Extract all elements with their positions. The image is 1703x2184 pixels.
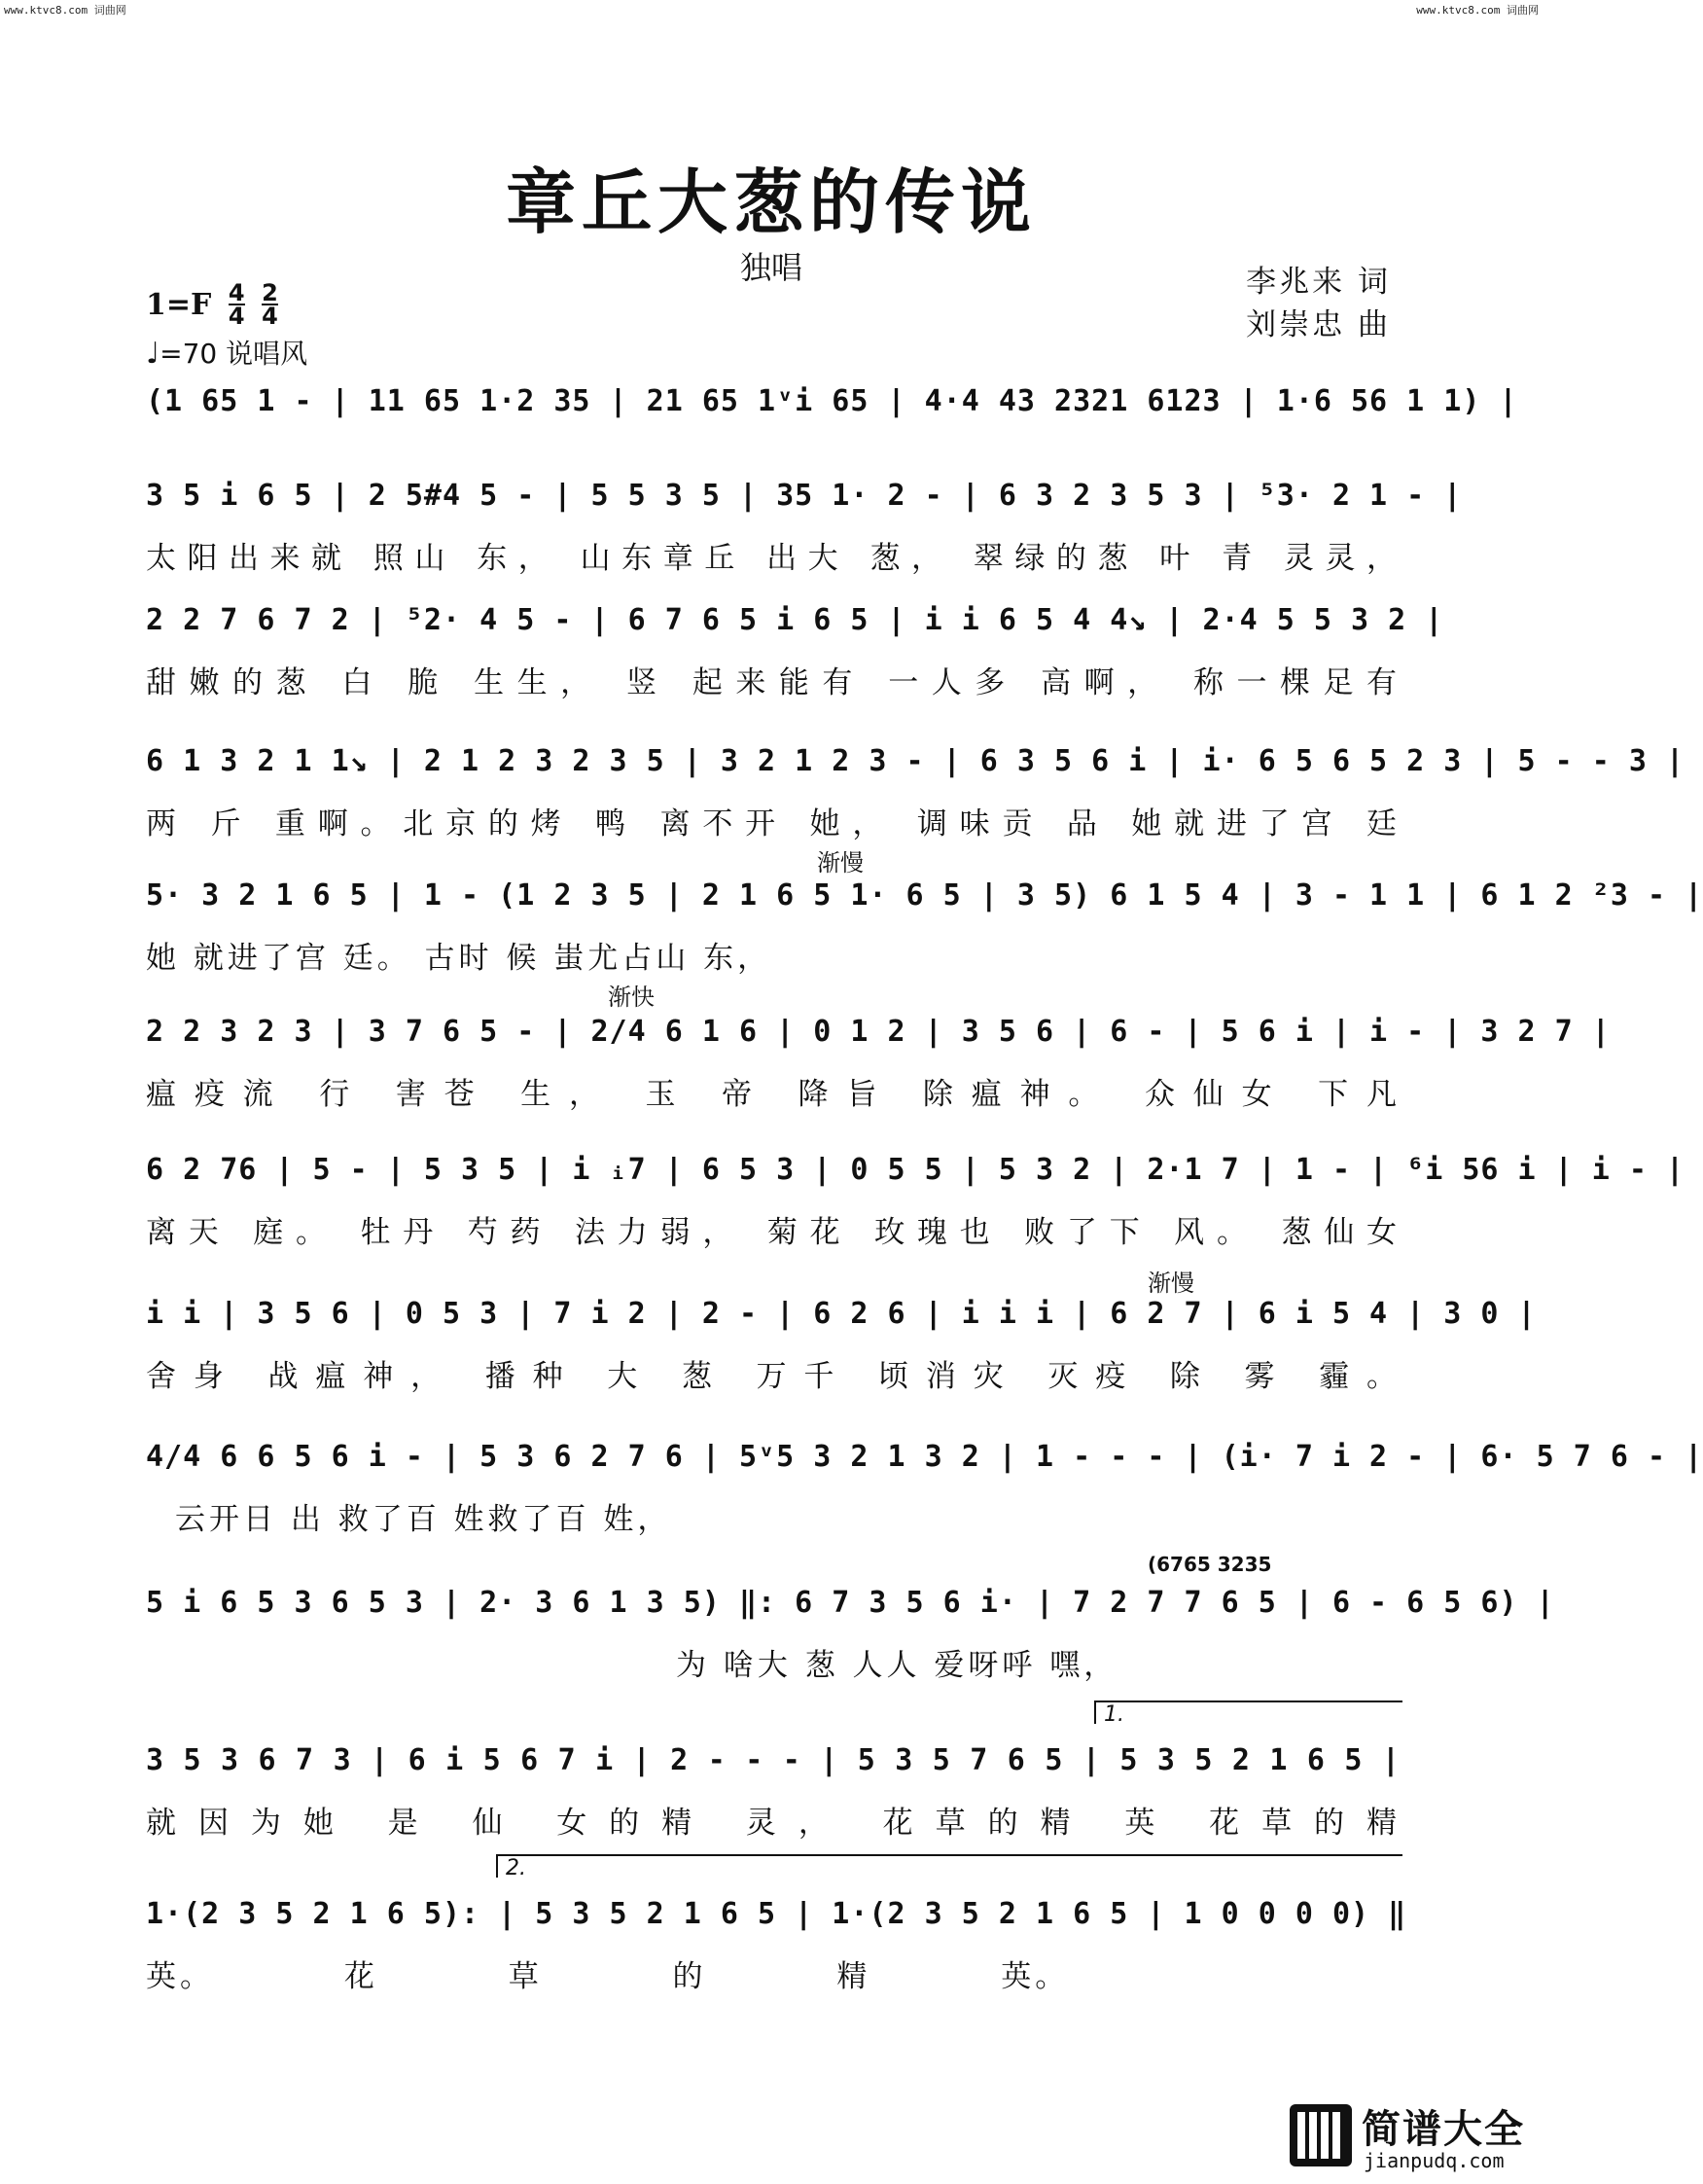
- lyrics-line: 她 就进了宫 廷。 古时 候 蚩尤占山 东，: [146, 941, 772, 976]
- lyrics-line: 瘟疫流 行 害苍 生， 玉 帝 降旨 除瘟神。 众仙女 下凡: [146, 1077, 1401, 1112]
- system-11: [146, 1702, 1401, 1870]
- song-subtitle: 独唱: [739, 249, 802, 286]
- system-6: [146, 984, 1611, 1141]
- system-7: [146, 1153, 1685, 1279]
- lyrics-line: 舍身 战瘟神， 播种 大 葱 万千 顷消灾 灭疫 除 雾 霾。: [146, 1359, 1401, 1394]
- melody-line: 4/4 6 6 5 6 i - | 5 3 6 2 7 6 | 5ᵛ5 3 2 1 3 2 | 1 - - - | (i· 7 i 2 - | 6· 5 7 6 - |: [146, 1440, 1703, 1474]
- system-9: [146, 1440, 1703, 1566]
- volta-bracket-1: [1094, 1701, 1402, 1724]
- melody-line: 3 5 3 6 7 3 | 6 i 5 6 7 i | 2 - - - | 5 3 5 7 6 5 | 5 3 5 2 1 6 5 |: [146, 1743, 1401, 1777]
- system-8: [146, 1270, 1537, 1423]
- piano-keys-icon: [1290, 2104, 1352, 2166]
- system-5: [146, 849, 1703, 1005]
- volta-bracket-2: [496, 1854, 1402, 1878]
- time-signature-2: [262, 279, 278, 330]
- song-title: 章丘大葱的传说: [505, 161, 1037, 243]
- watermark-left: www.ktvc8.com 词曲网: [4, 4, 126, 17]
- lyrics-line: 离天 庭。 牡丹 芍药 法力弱， 菊花 玫瑰也 败了下 风。 葱仙女: [146, 1215, 1401, 1250]
- melody-line: 1·(2 3 5 2 1 6 5): | 5 3 5 2 1 6 5 | 1·(2 3 5 2 1 6 5 | 1 0 0 0 0) ‖: [146, 1897, 1407, 1931]
- lyrics-line: 太阳出来就 照山 东， 山东章丘 出大 葱， 翠绿的葱 叶 青 灵灵，: [146, 541, 1401, 576]
- volta-label-2: 2.: [506, 1856, 526, 1880]
- melody-line: 2 2 3 2 3 | 3 7 6 5 - | 2/4 6 1 6 | 0 1 2 | 3 5 6 | 6 - | 5 6 i | i - | 3 2 7 |: [146, 1015, 1611, 1049]
- lyricist: 李兆来 词: [1246, 265, 1391, 300]
- watermark-right: www.ktvc8.com 词曲网: [1416, 4, 1539, 17]
- system-10: [146, 1553, 1555, 1712]
- system-4: [146, 744, 1685, 871]
- lyrics-line: 英。 花 草 的 精 英。: [146, 1959, 1070, 1994]
- volta-label-1: 1.: [1104, 1702, 1124, 1727]
- lyrics-line: 两 斤 重啊。北京的烤 鸭 离不开 她， 调味贡 品 她就进了宫 廷: [146, 806, 1401, 841]
- logo-title: 简谱大全: [1362, 2107, 1525, 2152]
- system-12: [146, 1856, 1407, 2023]
- site-logo: [1290, 2098, 1531, 2176]
- lyrics-line: 就因为她 是 仙 女的精 灵， 花草的精 英 花草的精: [146, 1806, 1401, 1841]
- lyrics-line: 为 啥大 葱 人人 爱呀呼 嘿，: [676, 1648, 1118, 1683]
- credits: [1246, 261, 1391, 346]
- tempo-style: 说唱风: [226, 338, 308, 370]
- score-meta: [146, 279, 308, 372]
- time-sig-2-bottom: 4: [262, 303, 278, 330]
- melody-line: i i | 3 5 6 | 0 5 3 | 7 i 2 | 2 - | 6 2 6 | i i i | 6 2 7 | 6 i 5 4 | 3 0 |: [146, 1297, 1537, 1331]
- expression-rit: 渐慢: [817, 849, 864, 877]
- composer: 刘崇忠 曲: [1246, 307, 1391, 342]
- system-2: [146, 479, 1463, 605]
- melody-line: 5 i 6 5 3 6 5 3 | 2· 3 6 1 3 5) ‖: 6 7 3 5 6 i· | 7 2 7 7 6 5 | 6 - 6 5 6) |: [146, 1586, 1555, 1620]
- melody-line: 3 5 i 6 5 | 2 5#4 5 - | 5 5 3 5 | 35 1· 2 - | 6 3 2 3 5 3 | ⁵3· 2 1 - |: [146, 479, 1463, 513]
- logo-url: jianpudq.com: [1364, 2149, 1505, 2172]
- system-3: [146, 603, 1444, 730]
- time-sig-1-top: 4: [228, 279, 245, 306]
- melody-line: 6 1 3 2 1 1↘ | 2 1 2 3 2 3 5 | 3 2 1 2 3 - | 6 3 5 6 i | i· 6 5 6 5 2 3 | 5 - - 3 |: [146, 744, 1685, 778]
- expression-rit-2: 渐慢: [1148, 1270, 1194, 1297]
- melody-line: 2 2 7 6 7 2 | ⁵2· 4 5 - | 6 7 6 5 i 6 5 | i i 6 5 4 4↘ | 2·4 5 5 3 2 |: [146, 603, 1444, 637]
- ossia-notes: (6765 3235: [1148, 1553, 1272, 1576]
- quarter-note-icon: ♩: [146, 337, 160, 371]
- tempo-value: =70: [160, 338, 218, 370]
- expression-accel: 渐快: [608, 984, 655, 1011]
- melody-line: (1 65 1 - | 11 65 1·2 35 | 21 65 1ᵛi 65 | 4·4 43 2321 6123 | 1·6 56 1 1) |: [146, 384, 1518, 418]
- melody-line: 6 2 76 | 5 - | 5 3 5 | i ᵢ7 | 6 5 3 | 0 5 5 | 5 3 2 | 2·1 7 | 1 - | ⁶i 56 i | i - |: [146, 1153, 1685, 1187]
- key-signature: 1=F: [146, 287, 212, 322]
- lyrics-line: 云开日 出 救了百 姓救了百 姓，: [175, 1502, 672, 1537]
- time-signature-1: [228, 279, 245, 330]
- lyrics-line: 甜嫩的葱 白 脆 生生， 竖 起来能有 一人多 高啊， 称一棵足有: [146, 665, 1401, 700]
- tempo-row: [146, 333, 307, 372]
- melody-line: 5· 3 2 1 6 5 | 1 - (1 2 3 5 | 2 1 6 5 1· 6 5 | 3 5) 6 1 5 4 | 3 - 1 1 | 6 1 2 ²3 - |: [146, 878, 1703, 913]
- key-signature-row: [146, 279, 307, 330]
- time-sig-2-top: 2: [262, 279, 278, 306]
- time-sig-1-bottom: 4: [228, 303, 245, 330]
